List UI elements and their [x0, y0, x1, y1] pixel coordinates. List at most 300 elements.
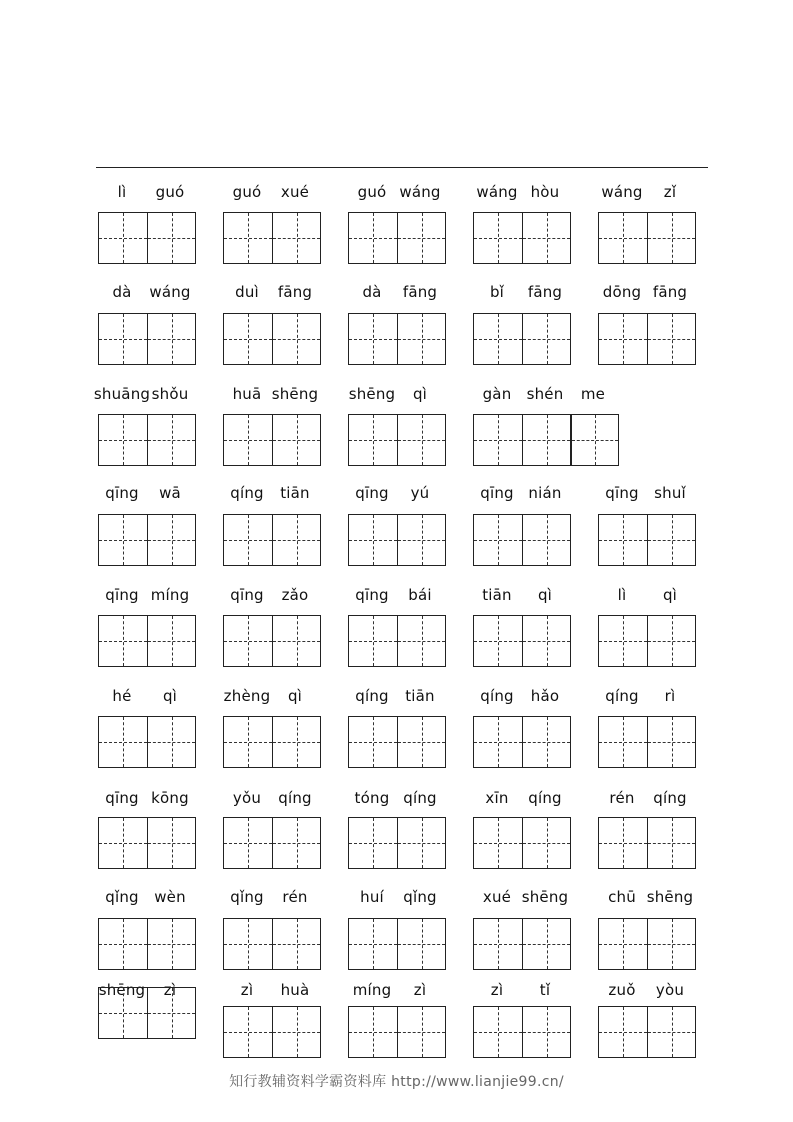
tianzige-cell [647, 919, 695, 969]
writing-box [598, 615, 696, 667]
tianzige-cell [272, 213, 320, 263]
pinyin-syllable: fāng [402, 283, 438, 301]
pinyin-syllable: wáng [399, 183, 441, 201]
tianzige-cell [147, 818, 195, 868]
writing-box [598, 1006, 696, 1058]
writing-box [473, 615, 571, 667]
pinyin-syllable: tóng [354, 789, 390, 807]
tianzige-cell [647, 1007, 695, 1057]
cell-guide-horizontal [273, 1032, 320, 1033]
tianzige-cell [522, 314, 570, 364]
tianzige-cell [224, 213, 272, 263]
writing-box [473, 414, 619, 466]
pinyin-syllable: fāng [652, 283, 688, 301]
cell-guide-horizontal [273, 641, 320, 642]
pinyin-syllable: qíng [403, 789, 437, 807]
pinyin-syllable: shēng [521, 888, 569, 906]
tianzige-cell [474, 314, 522, 364]
cell-guide-horizontal [648, 1032, 695, 1033]
pinyin-syllable: shēng [271, 385, 319, 403]
pinyin-syllable: wáng [149, 283, 191, 301]
pinyin-syllable: kōng [151, 789, 189, 807]
tianzige-cell [599, 818, 647, 868]
tianzige-cell [474, 818, 522, 868]
tianzige-cell [272, 415, 320, 465]
tianzige-cell [647, 818, 695, 868]
cell-guide-horizontal [99, 540, 147, 541]
tianzige-cell [522, 213, 570, 263]
cell-guide-horizontal [398, 944, 445, 945]
pinyin-syllable: qǐng [403, 888, 437, 906]
writing-box [98, 414, 196, 466]
cell-guide-horizontal [349, 339, 397, 340]
cell-guide-horizontal [572, 440, 618, 441]
pinyin-syllable: gàn [482, 385, 512, 403]
cell-guide-horizontal [398, 339, 445, 340]
tianzige-cell [272, 1007, 320, 1057]
writing-box [348, 918, 446, 970]
pinyin-syllable: chū [608, 888, 636, 906]
cell-guide-horizontal [523, 1032, 570, 1033]
tianzige-cell [522, 919, 570, 969]
tianzige-cell [522, 415, 570, 465]
tianzige-cell [224, 616, 272, 666]
pinyin-syllable: qīng [605, 484, 639, 502]
tianzige-cell [272, 717, 320, 767]
pinyin-syllable: qì [287, 687, 303, 705]
pinyin-syllable: zì [240, 981, 254, 999]
cell-guide-horizontal [523, 440, 570, 441]
pinyin-syllable: bái [408, 586, 432, 604]
cell-guide-horizontal [474, 944, 522, 945]
tianzige-cell [474, 415, 522, 465]
writing-box [223, 414, 321, 466]
pinyin-syllable: duì [235, 283, 259, 301]
tianzige-cell [647, 515, 695, 565]
pinyin-syllable: rì [664, 687, 676, 705]
pinyin-syllable: hòu [530, 183, 560, 201]
pinyin-syllable: huí [360, 888, 384, 906]
cell-guide-horizontal [648, 944, 695, 945]
cell-guide-horizontal [148, 641, 195, 642]
pinyin-syllable: zǐ [663, 183, 677, 201]
cell-guide-horizontal [599, 641, 647, 642]
tianzige-cell [349, 616, 397, 666]
writing-box [223, 918, 321, 970]
tianzige-cell [474, 919, 522, 969]
tianzige-cell [647, 213, 695, 263]
cell-guide-horizontal [599, 339, 647, 340]
pinyin-syllable: qíng [528, 789, 562, 807]
cell-guide-horizontal [148, 1013, 195, 1014]
cell-guide-horizontal [148, 238, 195, 239]
tianzige-cell [147, 717, 195, 767]
pinyin-syllable: wā [159, 484, 181, 502]
tianzige-cell [570, 415, 618, 465]
pinyin-syllable: fāng [277, 283, 313, 301]
cell-guide-horizontal [349, 238, 397, 239]
writing-box [98, 918, 196, 970]
pinyin-syllable: qǐng [105, 888, 139, 906]
pinyin-syllable: guó [232, 183, 262, 201]
pinyin-syllable: qì [662, 586, 678, 604]
pinyin-syllable: tiān [482, 586, 512, 604]
pinyin-syllable: guó [357, 183, 387, 201]
tianzige-cell [349, 515, 397, 565]
tianzige-cell [147, 988, 195, 1038]
pinyin-syllable: rén [282, 888, 308, 906]
tianzige-cell [99, 818, 147, 868]
cell-guide-horizontal [349, 742, 397, 743]
pinyin-syllable: qíng [605, 687, 639, 705]
writing-box [348, 817, 446, 869]
tianzige-cell [147, 919, 195, 969]
cell-guide-horizontal [398, 641, 445, 642]
pinyin-syllable: huà [280, 981, 310, 999]
writing-box [348, 716, 446, 768]
pinyin-syllable: qīng [105, 789, 139, 807]
cell-guide-horizontal [474, 540, 522, 541]
cell-guide-horizontal [599, 238, 647, 239]
pinyin-syllable: shǒu [151, 385, 189, 403]
cell-guide-horizontal [349, 843, 397, 844]
tianzige-cell [99, 988, 147, 1038]
pinyin-syllable: qíng [230, 484, 264, 502]
pinyin-syllable: qīng [355, 586, 389, 604]
tianzige-cell [397, 717, 445, 767]
pinyin-syllable: shuāng [93, 385, 151, 403]
cell-guide-horizontal [224, 843, 272, 844]
pinyin-syllable: xīn [485, 789, 509, 807]
pinyin-syllable: qīng [230, 586, 264, 604]
pinyin-syllable: tǐ [539, 981, 551, 999]
writing-box [473, 212, 571, 264]
writing-box [223, 817, 321, 869]
writing-box [598, 514, 696, 566]
writing-box [473, 1006, 571, 1058]
tianzige-cell [99, 515, 147, 565]
cell-guide-horizontal [224, 238, 272, 239]
cell-guide-horizontal [148, 339, 195, 340]
pinyin-syllable: dà [362, 283, 382, 301]
tianzige-cell [599, 515, 647, 565]
cell-guide-horizontal [224, 540, 272, 541]
pinyin-syllable: yú [410, 484, 430, 502]
writing-box [348, 313, 446, 365]
pinyin-syllable: shén [526, 385, 564, 403]
top-rule [96, 167, 708, 168]
pinyin-syllable: qì [162, 687, 178, 705]
tianzige-cell [147, 616, 195, 666]
tianzige-cell [397, 415, 445, 465]
cell-guide-horizontal [474, 440, 522, 441]
cell-guide-horizontal [523, 339, 570, 340]
tianzige-cell [349, 314, 397, 364]
cell-guide-horizontal [523, 742, 570, 743]
tianzige-cell [397, 1007, 445, 1057]
pinyin-syllable: me [580, 385, 606, 403]
cell-guide-horizontal [148, 440, 195, 441]
tianzige-cell [599, 717, 647, 767]
pinyin-syllable: fāng [527, 283, 563, 301]
tianzige-cell [272, 616, 320, 666]
pinyin-syllable: míng [352, 981, 392, 999]
pinyin-syllable: shēng [98, 981, 146, 999]
tianzige-cell [99, 213, 147, 263]
tianzige-cell [647, 717, 695, 767]
pinyin-syllable: nián [528, 484, 562, 502]
tianzige-cell [474, 213, 522, 263]
writing-box [348, 414, 446, 466]
pinyin-syllable: huā [232, 385, 262, 403]
pinyin-syllable: zì [413, 981, 427, 999]
cell-guide-horizontal [398, 1032, 445, 1033]
cell-guide-horizontal [273, 440, 320, 441]
writing-box [473, 313, 571, 365]
cell-guide-horizontal [648, 641, 695, 642]
pinyin-syllable: dà [112, 283, 132, 301]
tianzige-cell [224, 919, 272, 969]
tianzige-cell [224, 415, 272, 465]
pinyin-syllable: qíng [480, 687, 514, 705]
writing-box [348, 615, 446, 667]
cell-guide-horizontal [99, 742, 147, 743]
tianzige-cell [349, 717, 397, 767]
writing-box [223, 716, 321, 768]
writing-box [98, 615, 196, 667]
cell-guide-horizontal [224, 440, 272, 441]
pinyin-syllable: qíng [355, 687, 389, 705]
tianzige-cell [522, 717, 570, 767]
tianzige-cell [272, 515, 320, 565]
tianzige-cell [599, 616, 647, 666]
tianzige-cell [99, 717, 147, 767]
pinyin-syllable: zì [163, 981, 177, 999]
pinyin-syllable: rén [609, 789, 635, 807]
cell-guide-horizontal [224, 1032, 272, 1033]
cell-guide-horizontal [224, 339, 272, 340]
tianzige-cell [224, 1007, 272, 1057]
cell-guide-horizontal [648, 339, 695, 340]
writing-box [598, 918, 696, 970]
cell-guide-horizontal [148, 742, 195, 743]
tianzige-cell [224, 717, 272, 767]
writing-box [223, 1006, 321, 1058]
cell-guide-horizontal [523, 540, 570, 541]
cell-guide-horizontal [599, 742, 647, 743]
pinyin-syllable: qíng [278, 789, 312, 807]
pinyin-syllable: wáng [601, 183, 643, 201]
cell-guide-horizontal [648, 742, 695, 743]
cell-guide-horizontal [224, 742, 272, 743]
cell-guide-horizontal [273, 339, 320, 340]
tianzige-cell [99, 616, 147, 666]
pinyin-syllable: qì [412, 385, 428, 403]
cell-guide-horizontal [523, 238, 570, 239]
tianzige-cell [522, 515, 570, 565]
pinyin-syllable: shēng [348, 385, 396, 403]
cell-guide-horizontal [648, 238, 695, 239]
tianzige-cell [147, 314, 195, 364]
writing-box [348, 514, 446, 566]
cell-guide-horizontal [648, 540, 695, 541]
writing-box [98, 987, 196, 1039]
cell-guide-horizontal [398, 843, 445, 844]
tianzige-cell [224, 515, 272, 565]
pinyin-syllable: tiān [280, 484, 310, 502]
writing-box [473, 514, 571, 566]
writing-box [223, 514, 321, 566]
cell-guide-horizontal [99, 944, 147, 945]
pinyin-syllable: qīng [480, 484, 514, 502]
tianzige-cell [397, 616, 445, 666]
tianzige-cell [272, 919, 320, 969]
cell-guide-horizontal [273, 843, 320, 844]
cell-guide-horizontal [523, 641, 570, 642]
cell-guide-horizontal [349, 641, 397, 642]
writing-box [98, 514, 196, 566]
cell-guide-horizontal [523, 843, 570, 844]
tianzige-cell [397, 818, 445, 868]
tianzige-cell [147, 515, 195, 565]
tianzige-cell [224, 314, 272, 364]
pinyin-syllable: zhèng [223, 687, 271, 705]
cell-guide-horizontal [99, 440, 147, 441]
cell-guide-horizontal [148, 944, 195, 945]
cell-guide-horizontal [474, 843, 522, 844]
pinyin-syllable: zì [490, 981, 504, 999]
tianzige-cell [349, 919, 397, 969]
pinyin-syllable: yòu [655, 981, 685, 999]
pinyin-syllable: shēng [646, 888, 694, 906]
cell-guide-horizontal [398, 238, 445, 239]
tianzige-cell [99, 314, 147, 364]
writing-box [473, 716, 571, 768]
tianzige-cell [522, 1007, 570, 1057]
writing-box [98, 817, 196, 869]
writing-box [98, 313, 196, 365]
cell-guide-horizontal [398, 540, 445, 541]
cell-guide-horizontal [398, 742, 445, 743]
cell-guide-horizontal [648, 843, 695, 844]
writing-box [348, 212, 446, 264]
pinyin-syllable: xué [280, 183, 310, 201]
pinyin-syllable: hé [112, 687, 132, 705]
tianzige-cell [599, 314, 647, 364]
tianzige-cell [349, 213, 397, 263]
writing-box [348, 1006, 446, 1058]
footer-watermark: 知行教辅资料学霸资料库 http://www.lianjie99.cn/ [229, 1074, 564, 1090]
tianzige-cell [99, 919, 147, 969]
pinyin-syllable: guó [155, 183, 185, 201]
cell-guide-horizontal [224, 641, 272, 642]
tianzige-cell [349, 415, 397, 465]
pinyin-syllable: qīng [105, 484, 139, 502]
pinyin-syllable: hǎo [530, 687, 560, 705]
tianzige-cell [599, 919, 647, 969]
cell-guide-horizontal [148, 843, 195, 844]
writing-box [598, 212, 696, 264]
cell-guide-horizontal [599, 843, 647, 844]
cell-guide-horizontal [599, 540, 647, 541]
pinyin-syllable: yǒu [232, 789, 262, 807]
cell-guide-horizontal [224, 944, 272, 945]
tianzige-cell [474, 717, 522, 767]
pinyin-syllable: wáng [476, 183, 518, 201]
writing-box [223, 212, 321, 264]
tianzige-cell [522, 616, 570, 666]
cell-guide-horizontal [99, 238, 147, 239]
pinyin-syllable: zuǒ [608, 981, 636, 999]
writing-box [98, 716, 196, 768]
tianzige-cell [522, 818, 570, 868]
cell-guide-horizontal [474, 1032, 522, 1033]
pinyin-syllable: tiān [405, 687, 435, 705]
cell-guide-horizontal [99, 1013, 147, 1014]
tianzige-cell [224, 818, 272, 868]
cell-guide-horizontal [349, 1032, 397, 1033]
pinyin-syllable: bǐ [489, 283, 505, 301]
cell-guide-horizontal [99, 339, 147, 340]
tianzige-cell [272, 818, 320, 868]
pinyin-syllable: qì [537, 586, 553, 604]
pinyin-syllable: zǎo [281, 586, 309, 604]
tianzige-cell [647, 314, 695, 364]
tianzige-cell [397, 213, 445, 263]
cell-guide-horizontal [523, 944, 570, 945]
writing-box [98, 212, 196, 264]
tianzige-cell [147, 415, 195, 465]
cell-guide-horizontal [273, 944, 320, 945]
cell-guide-horizontal [99, 641, 147, 642]
cell-guide-horizontal [273, 238, 320, 239]
cell-guide-horizontal [474, 339, 522, 340]
writing-box [598, 716, 696, 768]
cell-guide-horizontal [273, 540, 320, 541]
writing-box [223, 313, 321, 365]
tianzige-cell [99, 415, 147, 465]
cell-guide-horizontal [599, 1032, 647, 1033]
writing-box [598, 313, 696, 365]
pinyin-syllable: qīng [355, 484, 389, 502]
tianzige-cell [349, 818, 397, 868]
pinyin-syllable: shuǐ [654, 484, 686, 502]
cell-guide-horizontal [99, 843, 147, 844]
tianzige-cell [474, 616, 522, 666]
tianzige-cell [599, 1007, 647, 1057]
cell-guide-horizontal [148, 540, 195, 541]
writing-box [223, 615, 321, 667]
cell-guide-horizontal [349, 944, 397, 945]
cell-guide-horizontal [349, 540, 397, 541]
tianzige-cell [272, 314, 320, 364]
pinyin-syllable: qǐng [230, 888, 264, 906]
tianzige-cell [647, 616, 695, 666]
writing-box [598, 817, 696, 869]
tianzige-cell [397, 515, 445, 565]
tianzige-cell [474, 515, 522, 565]
pinyin-syllable: lì [617, 586, 627, 604]
pinyin-syllable: qīng [105, 586, 139, 604]
cell-guide-horizontal [474, 238, 522, 239]
cell-guide-horizontal [273, 742, 320, 743]
writing-box [473, 817, 571, 869]
tianzige-cell [397, 314, 445, 364]
pinyin-syllable: dōng [602, 283, 642, 301]
pinyin-syllable: qíng [653, 789, 687, 807]
tianzige-cell [474, 1007, 522, 1057]
pinyin-syllable: lì [117, 183, 127, 201]
